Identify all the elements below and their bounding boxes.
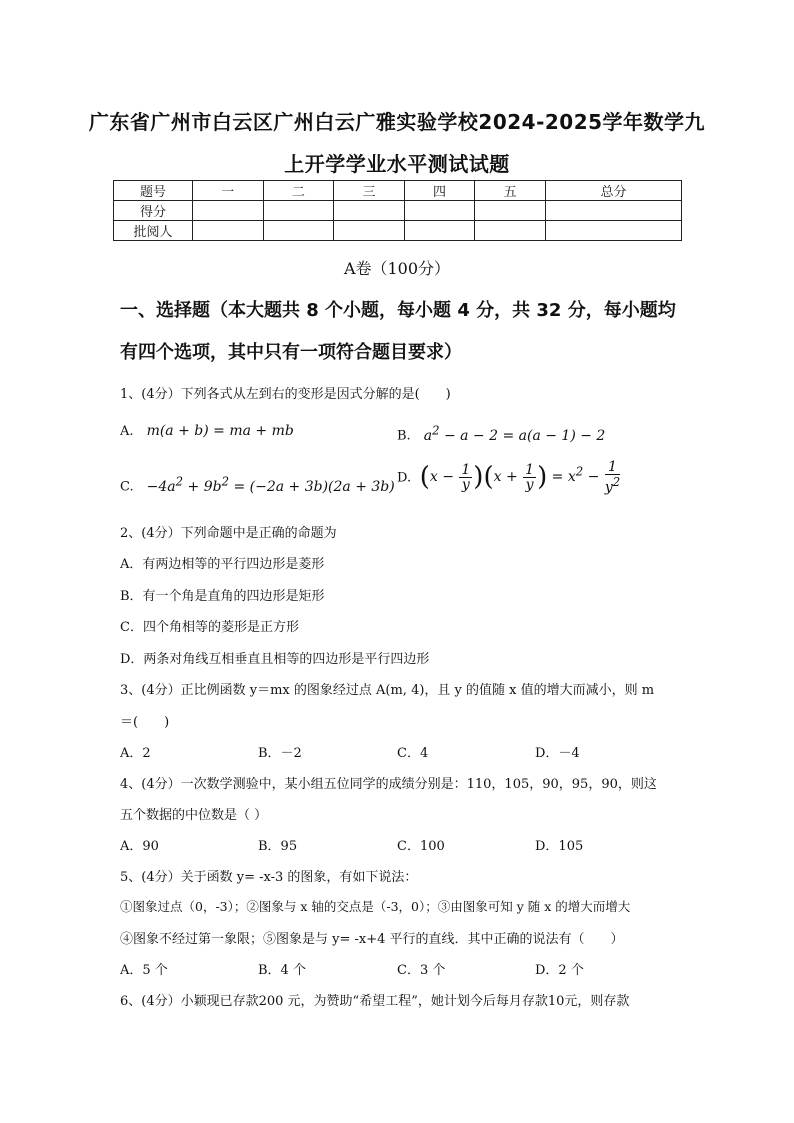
table-cell: 三 bbox=[334, 181, 405, 201]
q3-option-c: C．4 bbox=[397, 746, 429, 761]
math-expression: (x − $\frac{1}{y}$ )(x + $\frac{1}{y}$ ) = $x^2$ − $\frac{1}{y^2}$ bbox=[419, 459, 621, 496]
question-2-stem: 2、(4分）下列命题中是正确的命题为 bbox=[120, 526, 337, 541]
table-cell: 批阅人 bbox=[114, 221, 193, 241]
q2-option-c: C．四个角相等的菱形是正方形 bbox=[120, 620, 299, 635]
q2-option-d: D．两条对角线互相垂直且相等的四边形是平行四边形 bbox=[120, 652, 430, 667]
question-5-stem: 5、(4分）关于函数 y= -x-3 的图象，有如下说法： bbox=[120, 870, 418, 885]
score-input-cell[interactable] bbox=[263, 201, 334, 221]
question-4-stem-line1: 4、(4分）一次数学测验中，某小组五位同学的成绩分别是：110，105，90，95，90，则这 bbox=[120, 777, 657, 792]
q2-option-a: A．有两边相等的平行四边形是菱形 bbox=[120, 557, 325, 572]
reviewer-input-cell[interactable] bbox=[475, 221, 546, 241]
q4-option-d: D．105 bbox=[535, 839, 584, 854]
table-cell: 得分 bbox=[114, 201, 193, 221]
table-row bbox=[114, 181, 682, 201]
q3-option-d: D．－4 bbox=[535, 746, 580, 761]
q2-option-b: B．有一个角是直角的四边形是矩形 bbox=[120, 589, 325, 604]
table-row bbox=[114, 221, 682, 241]
q5-option-c: C．3 个 bbox=[397, 963, 446, 978]
q5-option-d: D．2 个 bbox=[535, 963, 584, 978]
q5-option-a: A．5 个 bbox=[120, 963, 168, 978]
question-3-stem-line1: 3、(4分）正比例函数 y＝mx 的图象经过点 A(m, 4)，且 y 的值随 x 值的增大而减小，则 m bbox=[120, 683, 655, 698]
option-label: A. bbox=[120, 424, 134, 439]
q4-option-c: C．100 bbox=[397, 839, 445, 854]
option-label: D. bbox=[397, 470, 412, 486]
question-1-stem: 1、(4分）下列各式从左到右的变形是因式分解的是( ) bbox=[120, 387, 451, 402]
option-label: B. bbox=[397, 428, 411, 444]
reviewer-input-cell[interactable] bbox=[545, 221, 681, 241]
score-input-cell[interactable] bbox=[475, 201, 546, 221]
table-cell: 四 bbox=[404, 181, 475, 201]
exam-title-line2: 上开学学业水平测试试题 bbox=[284, 152, 510, 176]
reviewer-input-cell[interactable] bbox=[334, 221, 405, 241]
question-4-stem-line2: 五个数据的中位数是（ ） bbox=[120, 808, 268, 823]
score-input-cell[interactable] bbox=[334, 201, 405, 221]
paper-part-heading: A卷（100分） bbox=[343, 259, 451, 278]
math-expression: $a^2 - a - 2 = a(a - 1) - 2$ bbox=[414, 423, 606, 444]
table-row bbox=[114, 201, 682, 221]
score-input-cell[interactable] bbox=[404, 201, 475, 221]
q1-option-c bbox=[120, 474, 395, 495]
score-input-cell[interactable] bbox=[545, 201, 681, 221]
q4-option-a: A．90 bbox=[120, 839, 159, 854]
table-cell: 二 bbox=[263, 181, 334, 201]
question-3-stem-line2: ＝( ) bbox=[120, 715, 170, 730]
q1-option-a bbox=[120, 423, 294, 439]
q5-option-b: B．4 个 bbox=[258, 963, 306, 978]
question-6-stem: 6、(4分）小颖现已存款200 元，为赞助“希望工程”，她计划今后每月存款10元，则存款 bbox=[120, 994, 630, 1009]
section-heading-line1: 一、选择题（本大题共 8 个小题，每小题 4 分，共 32 分，每小题均 bbox=[120, 300, 676, 321]
math-expression: m(a + b) = ma + mb bbox=[137, 423, 294, 439]
table-cell: 题号 bbox=[114, 181, 193, 201]
q1-option-d bbox=[397, 460, 621, 495]
score-input-cell[interactable] bbox=[193, 201, 264, 221]
q3-option-a: A．2 bbox=[120, 746, 151, 761]
q3-option-b: B．－2 bbox=[258, 746, 302, 761]
question-5-statements-line1: ①图象过点（0，-3）；②图象与 x 轴的交点是（-3，0）；③由图象可知 y 随 x 的增大而增大 bbox=[120, 899, 631, 914]
q4-option-b: B．95 bbox=[258, 839, 298, 854]
section-heading-line2: 有四个选项，其中只有一项符合题目要求） bbox=[120, 342, 462, 363]
reviewer-input-cell[interactable] bbox=[404, 221, 475, 241]
math-expression: $-4a^2 + 9b^2 = (-2a + 3b)(2a + 3b)$ bbox=[137, 474, 395, 495]
q1-option-b bbox=[397, 423, 605, 444]
table-cell: 总分 bbox=[545, 181, 681, 201]
table-cell: 五 bbox=[475, 181, 546, 201]
table-cell: 一 bbox=[193, 181, 264, 201]
exam-title-line1: 广东省广州市白云区广州白云广雅实验学校2024-2025学年数学九 bbox=[88, 110, 706, 134]
reviewer-input-cell[interactable] bbox=[263, 221, 334, 241]
score-table bbox=[113, 180, 682, 241]
reviewer-input-cell[interactable] bbox=[193, 221, 264, 241]
question-5-statements-line2: ④图象不经过第一象限；⑤图象是与 y= -x+4 平行的直线．其中正确的说法有（ ） bbox=[120, 932, 624, 947]
option-label: C. bbox=[120, 479, 134, 495]
